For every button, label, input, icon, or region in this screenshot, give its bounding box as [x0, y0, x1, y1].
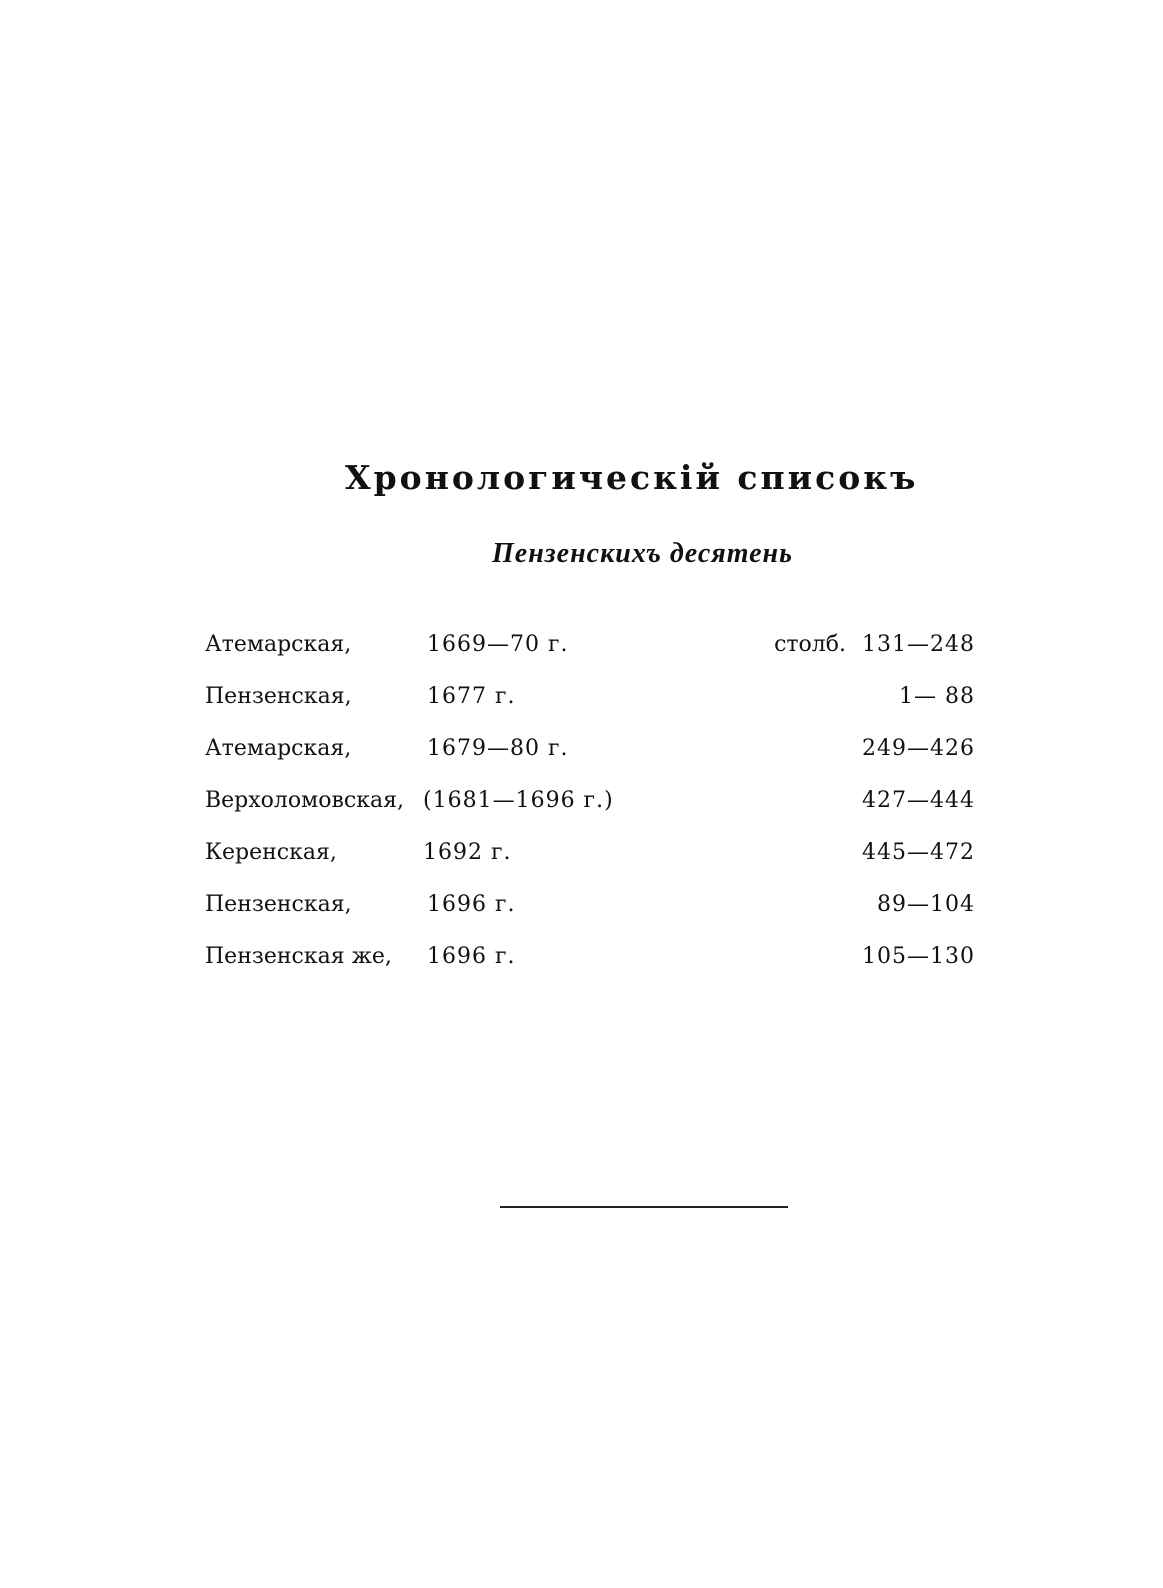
entry-date: 1696 г.: [427, 944, 516, 969]
column-prefix: столб.: [774, 632, 847, 657]
entry-date: 1669—70 г.: [427, 632, 569, 657]
closing-rule: [500, 1206, 788, 1208]
chronological-list: [205, 632, 975, 996]
page-title: Хронологическій списокъ: [345, 458, 919, 497]
entry-column-range: 445—472: [862, 840, 975, 865]
entry-name: Атемарская,: [205, 632, 352, 657]
entry-date: 1679—80 г.: [427, 736, 569, 761]
entry-date: 1692 г.: [423, 840, 512, 865]
entry-date: 1696 г.: [427, 892, 516, 917]
list-item: [205, 736, 975, 788]
entry-name: Пензенская же,: [205, 944, 392, 969]
entry-name: Керенская,: [205, 840, 337, 865]
list-item: [205, 944, 975, 996]
entry-column-range: 105—130: [862, 944, 975, 969]
entry-name: Атемарская,: [205, 736, 352, 761]
list-item: [205, 788, 975, 840]
entry-column-range: 1— 88: [899, 684, 975, 709]
entry-name: Верхоломовская,: [205, 788, 404, 813]
entry-column-range: 427—444: [862, 788, 975, 813]
page-subtitle: Пензенскихъ десятень: [492, 538, 793, 569]
entry-column-range: 131—248: [862, 632, 975, 657]
list-item: [205, 892, 975, 944]
entry-name: Пензенская,: [205, 684, 352, 709]
list-item: [205, 632, 975, 684]
entry-column-range: 89—104: [877, 892, 975, 917]
entry-date: 1677 г.: [427, 684, 516, 709]
list-item: [205, 684, 975, 736]
entry-date: (1681—1696 г.): [423, 788, 614, 813]
entry-column-range: 249—426: [862, 736, 975, 761]
list-item: [205, 840, 975, 892]
entry-columns: [774, 632, 975, 657]
entry-name: Пензенская,: [205, 892, 352, 917]
